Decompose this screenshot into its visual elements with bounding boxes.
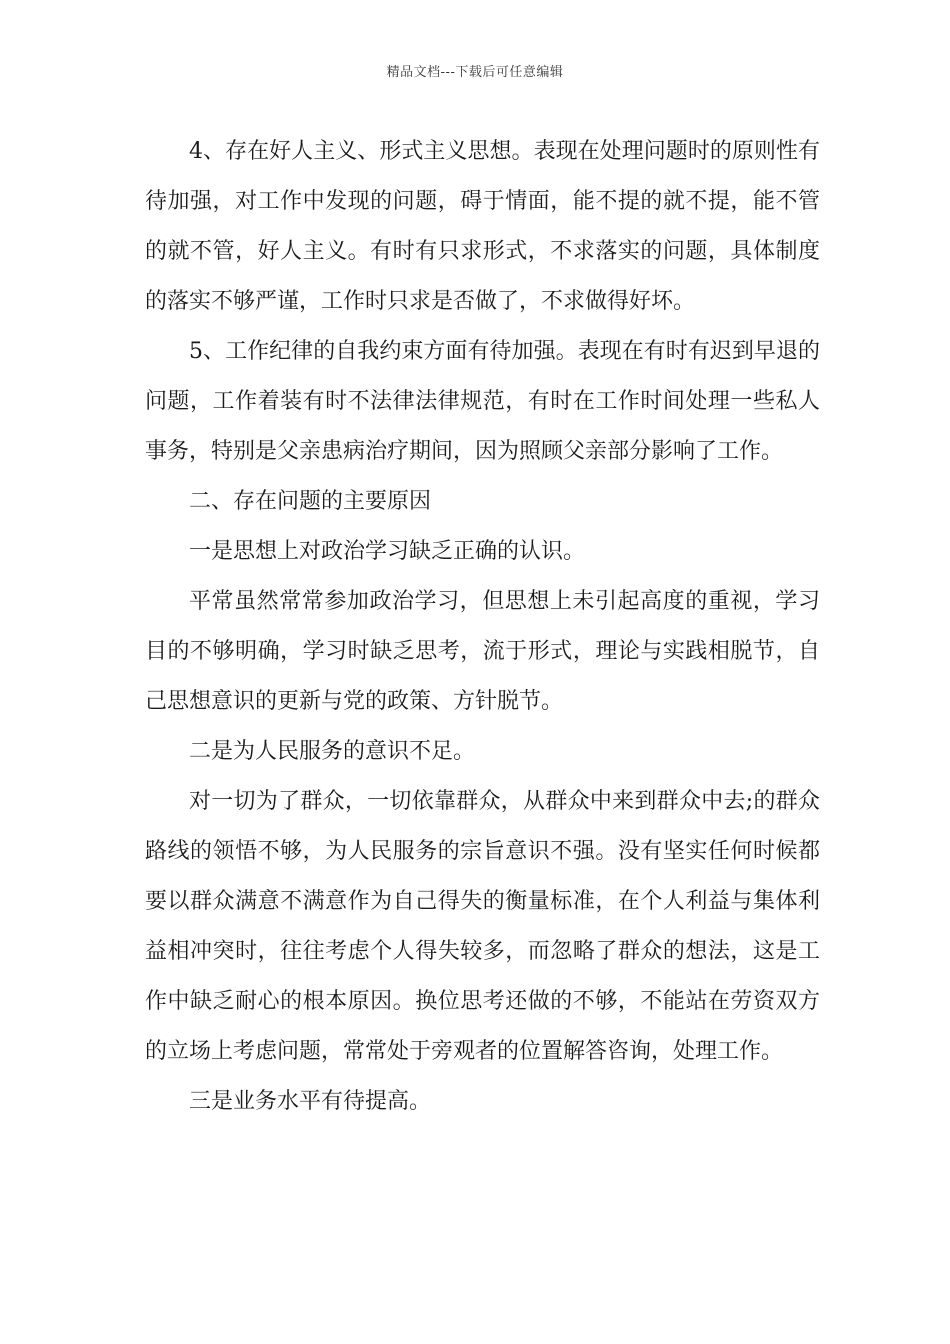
cause-heading-3: 三是业务水平有待提高。 <box>189 1089 432 1114</box>
page-header: 精品文档---下载后可任意编辑 <box>386 65 564 80</box>
cause-heading-2: 二是为人民服务的意识不足。 <box>189 739 476 764</box>
cause-paragraph-2: 对一切为了群众，一切依靠群众，从群众中来到群众中去;的群众路线的领悟不够，为人民服务的宗旨意识不强。没有坚实任何时候都要以群众满意不满意作为自己得失的衡量标准，在个人利益与集体利益相冲突时，往往考虑个人得失较多，而忽略了群众的想法，这是工作中缺乏耐心的根本原因。换位思考还做的不够，不能站在劳资双方的立场上考虑问题，常常处于旁观者的位置解答咨询，处理工作。 <box>145 789 820 1064</box>
paragraph-item-4: 4、存在好人主义、形式主义思想。表现在处理问题时的原则性有待加强，对工作中发现的问题，碍于情面，能不提的就不提，能不管的就不管，好人主义。有时有只求形式，不求落实的问题，具体制度的落实不够严谨，工作时只求是否做了，不求做得好坏。 <box>145 139 820 314</box>
section-heading-causes: 二、存在问题的主要原因 <box>189 489 432 514</box>
cause-paragraph-1: 平常虽然常常参加政治学习，但思想上未引起高度的重视，学习目的不够明确，学习时缺乏思考，流于形式，理论与实践相脱节，自己思想意识的更新与党的政策、方针脱节。 <box>145 589 820 714</box>
paragraph-item-5: 5、工作纪律的自我约束方面有待加强。表现在有时有迟到早退的问题，工作着装有时不法律法律规范，有时在工作时间处理一些私人事务，特别是父亲患病治疗期间，因为照顾父亲部分影响了工作。 <box>145 339 820 464</box>
document-body <box>145 127 820 1127</box>
cause-heading-1: 一是思想上对政治学习缺乏正确的认识。 <box>189 539 586 564</box>
